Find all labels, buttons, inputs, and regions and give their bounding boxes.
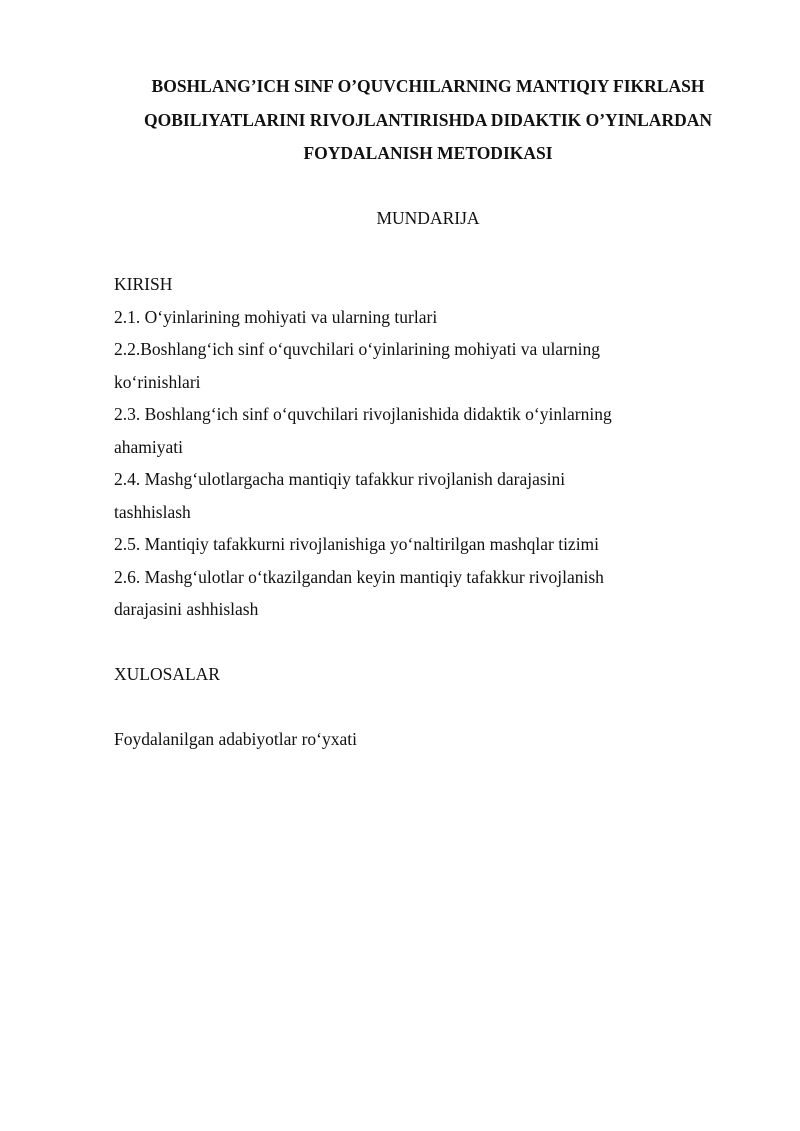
title-line-2: QOBILIYATLARINI RIVOJLANTIRISHDA DIDAKTIK O’YINLARDAN (143, 109, 712, 130)
toc-item-2-3-continued: ahamiyati (114, 436, 184, 457)
title-line-1: BOSHLANG’ICH SINF O’QUVCHILARNING MANTIQIY FIKRLASH (151, 76, 705, 96)
title-line-3: FOYDALANISH METODIKASI (303, 143, 553, 163)
toc-item-2-3: 2.3. Boshlang‘ich sinf o‘quvchilari rivojlanishida didaktik o‘yinlarning (114, 404, 612, 424)
toc-item-2-4-continued: tashhislash (114, 501, 191, 522)
toc-item-2-6-continued: darajasini ashhislash (114, 599, 259, 619)
toc-item-2-4: 2.4. Mashg‘ulotlargacha mantiqiy tafakkur rivojlanish darajasini (114, 469, 566, 489)
toc-heading: MUNDARIJA (376, 208, 480, 228)
toc-item-2-1: 2.1. O‘yinlarining mohiyati va ularning turlari (114, 306, 438, 327)
toc-item-2-2: 2.2.Boshlang‘ich sinf o‘quvchilari o‘yinlarining mohiyati va ularning (114, 339, 601, 359)
toc-item-2-6: 2.6. Mashg‘ulotlar o‘tkazilgandan keyin mantiqiy tafakkur rivojlanish (114, 566, 604, 587)
toc-item-2-5: 2.5. Mantiqiy tafakkurni rivojlanishiga yo‘naltirilgan mashqlar tizimi (114, 534, 600, 554)
toc-item-references: Foydalanilgan adabiyotlar ro‘yxati (114, 729, 357, 749)
toc-item-2-2-continued: ko‘rinishlari (114, 371, 201, 392)
toc-item-kirish: KIRISH (114, 274, 173, 294)
spacer (114, 626, 714, 659)
toc-item-xulosalar: XULOSALAR (114, 664, 220, 684)
spacer (114, 691, 714, 724)
document-title (100, 70, 756, 171)
table-of-contents (114, 268, 714, 756)
